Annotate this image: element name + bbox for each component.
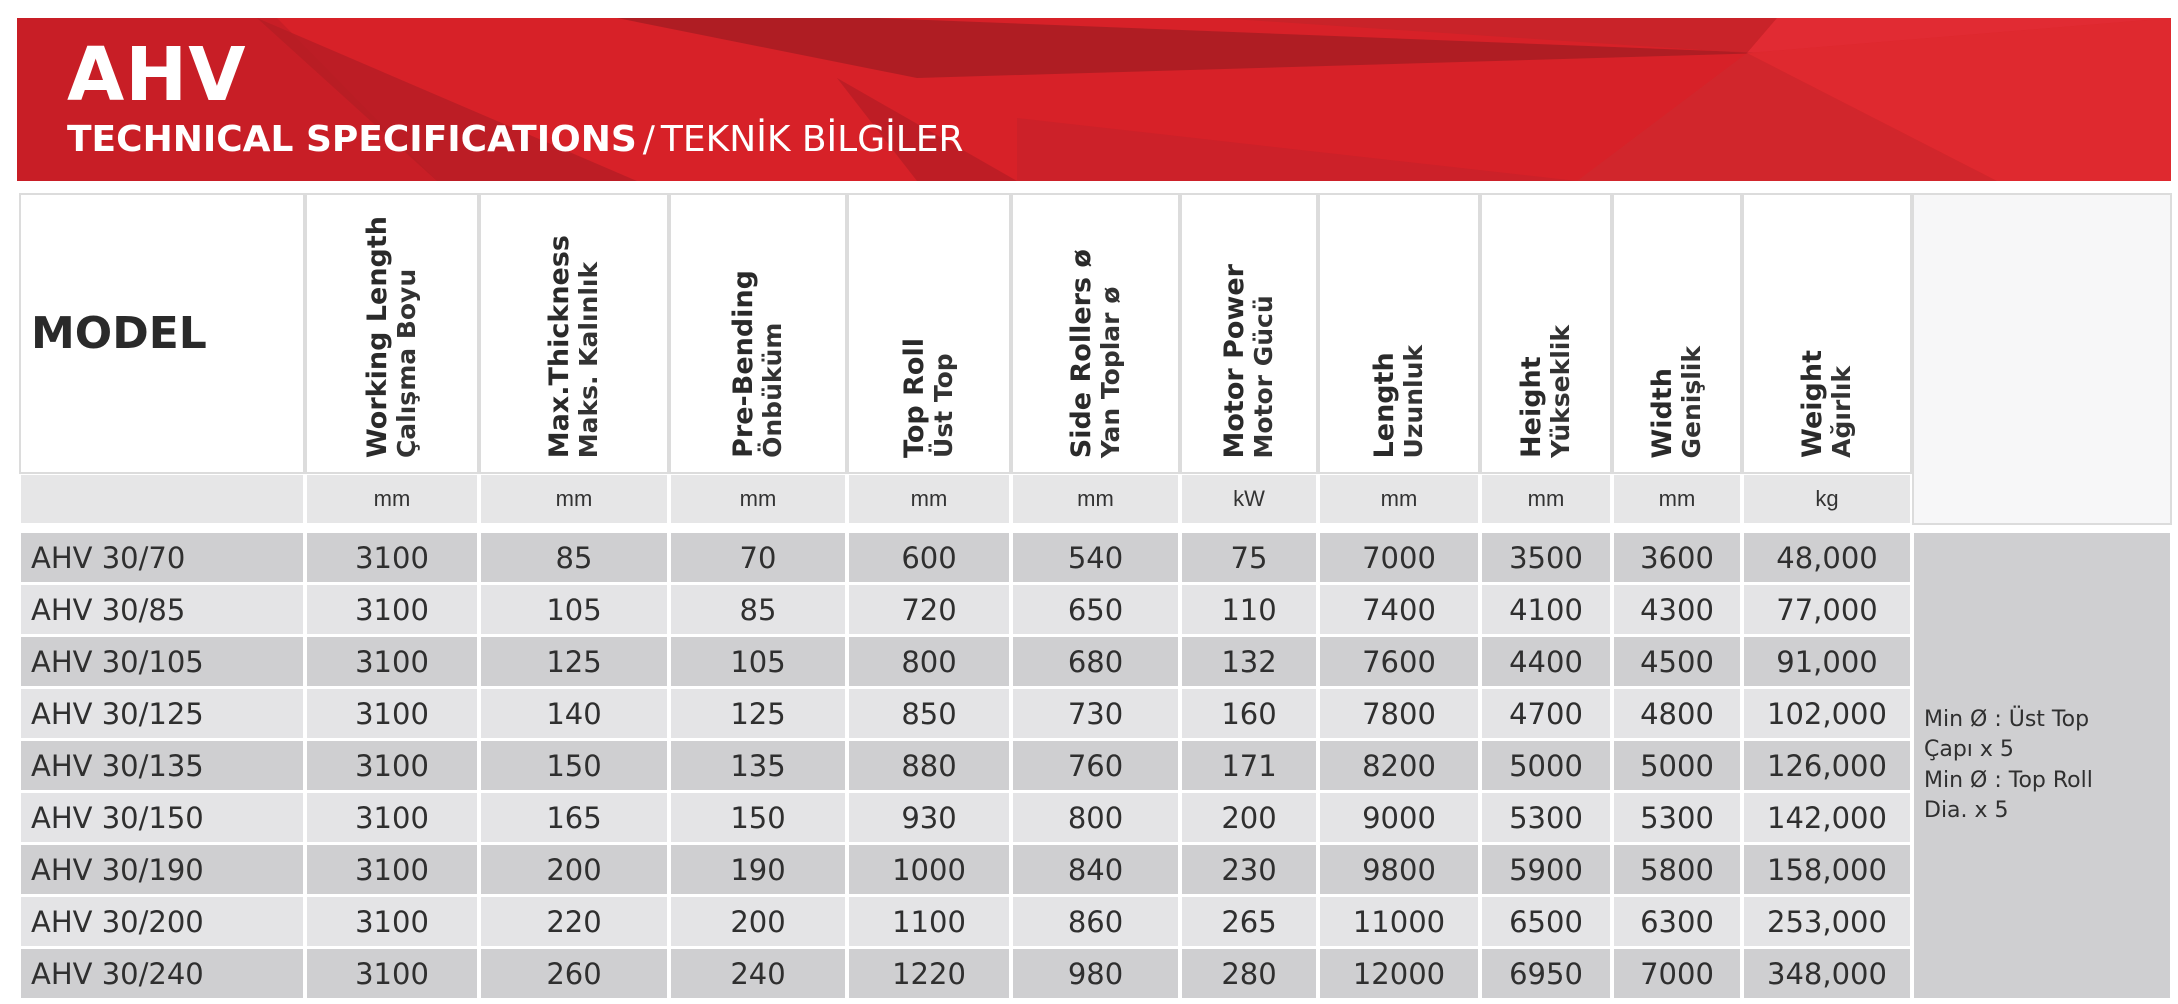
value-cell: 7000 — [1320, 533, 1478, 582]
value-cell: 200 — [1182, 793, 1316, 842]
value-cell: 253,000 — [1744, 897, 1910, 946]
value-cell: 6950 — [1482, 949, 1610, 998]
value-cell: 7400 — [1320, 585, 1478, 634]
value-cell: 7000 — [1614, 949, 1740, 998]
value-cell: 5000 — [1614, 741, 1740, 790]
value-cell: 3100 — [307, 533, 477, 582]
value-cell: 165 — [481, 793, 667, 842]
value-cell: 4500 — [1614, 637, 1740, 686]
model-cell: AHV 30/190 — [21, 845, 303, 894]
value-cell: 860 — [1013, 897, 1178, 946]
value-cell: 3100 — [307, 585, 477, 634]
value-cell: 3100 — [307, 793, 477, 842]
units-row — [21, 475, 2170, 523]
value-cell: 348,000 — [1744, 949, 1910, 998]
subtitle-turkish: TEKNİK BİLGİLER — [660, 119, 964, 160]
note-line: Çapı x 5 — [1924, 737, 2014, 763]
header-en: Working Length — [362, 215, 394, 458]
header-en: Top Roll — [899, 338, 931, 458]
value-cell: 70 — [671, 533, 845, 582]
value-cell: 3100 — [307, 949, 477, 998]
unit-cell: mm — [1013, 475, 1178, 523]
value-cell: 280 — [1182, 949, 1316, 998]
value-cell: 85 — [671, 585, 845, 634]
value-cell: 125 — [671, 689, 845, 738]
header-en: Weight — [1797, 350, 1829, 458]
value-cell: 980 — [1013, 949, 1178, 998]
value-cell: 3100 — [307, 845, 477, 894]
header-spacer — [21, 526, 2170, 530]
subtitle-separator: / — [642, 119, 655, 160]
value-cell: 800 — [849, 637, 1009, 686]
model-cell: AHV 30/200 — [21, 897, 303, 946]
unit-cell: mm — [849, 475, 1009, 523]
model-cell: AHV 30/70 — [21, 533, 303, 582]
value-cell: 5300 — [1482, 793, 1610, 842]
value-cell: 540 — [1013, 533, 1178, 582]
value-cell: 760 — [1013, 741, 1178, 790]
value-cell: 720 — [849, 585, 1009, 634]
header-tr: Motor Gücü — [1249, 294, 1279, 458]
unit-cell: mm — [671, 475, 845, 523]
value-cell: 171 — [1182, 741, 1316, 790]
value-cell: 930 — [849, 793, 1009, 842]
note-column-header — [1914, 195, 2170, 523]
value-cell: 3100 — [307, 637, 477, 686]
value-cell: 85 — [481, 533, 667, 582]
value-cell: 4800 — [1614, 689, 1740, 738]
value-cell: 158,000 — [1744, 845, 1910, 894]
value-cell: 230 — [1182, 845, 1316, 894]
product-title: AHV — [67, 32, 247, 118]
column-header-max-thickness — [481, 195, 667, 472]
value-cell: 6300 — [1614, 897, 1740, 946]
column-header-top-roll — [849, 195, 1009, 472]
value-cell: 1000 — [849, 845, 1009, 894]
header-banner — [17, 18, 2171, 181]
table-row — [21, 897, 2170, 946]
page-subtitle — [67, 119, 964, 160]
specifications-table — [17, 192, 2174, 1001]
value-cell: 800 — [1013, 793, 1178, 842]
value-cell: 6500 — [1482, 897, 1610, 946]
value-cell: 5300 — [1614, 793, 1740, 842]
column-header-side-rollers — [1013, 195, 1178, 472]
value-cell: 5000 — [1482, 741, 1610, 790]
value-cell: 4100 — [1482, 585, 1610, 634]
table-row — [21, 533, 2170, 582]
value-cell: 125 — [481, 637, 667, 686]
value-cell: 9000 — [1320, 793, 1478, 842]
header-tr: Üst Top — [929, 353, 959, 458]
header-tr: Uzunluk — [1399, 344, 1429, 458]
column-header-length — [1320, 195, 1478, 472]
value-cell: 8200 — [1320, 741, 1478, 790]
value-cell: 11000 — [1320, 897, 1478, 946]
table-header-row — [21, 195, 2170, 472]
header-tr: Maks. Kalınlık — [574, 261, 604, 458]
value-cell: 3600 — [1614, 533, 1740, 582]
header-tr: Ağırlık — [1827, 366, 1857, 458]
value-cell: 142,000 — [1744, 793, 1910, 842]
model-cell: AHV 30/105 — [21, 637, 303, 686]
value-cell: 75 — [1182, 533, 1316, 582]
unit-cell: mm — [1614, 475, 1740, 523]
header-en: Pre-Bending — [728, 270, 760, 458]
value-cell: 91,000 — [1744, 637, 1910, 686]
value-cell: 680 — [1013, 637, 1178, 686]
table-row — [21, 689, 2170, 738]
value-cell: 840 — [1013, 845, 1178, 894]
value-cell: 600 — [849, 533, 1009, 582]
value-cell: 4400 — [1482, 637, 1610, 686]
unit-cell-model — [21, 475, 303, 523]
value-cell: 4700 — [1482, 689, 1610, 738]
value-cell: 126,000 — [1744, 741, 1910, 790]
model-cell: AHV 30/125 — [21, 689, 303, 738]
model-column-header: MODEL — [21, 195, 303, 472]
header-en: Length — [1369, 351, 1401, 458]
header-tr: Genişlik — [1677, 345, 1707, 458]
value-cell: 9800 — [1320, 845, 1478, 894]
value-cell: 77,000 — [1744, 585, 1910, 634]
unit-cell: kg — [1744, 475, 1910, 523]
column-header-pre-bending — [671, 195, 845, 472]
value-cell: 160 — [1182, 689, 1316, 738]
column-header-height — [1482, 195, 1610, 472]
value-cell: 190 — [671, 845, 845, 894]
header-tr: Çalışma Boyu — [392, 268, 422, 458]
table-row — [21, 845, 2170, 894]
value-cell: 5800 — [1614, 845, 1740, 894]
subtitle-english: TECHNICAL SPECIFICATIONS — [67, 119, 637, 160]
table-row — [21, 637, 2170, 686]
value-cell: 3100 — [307, 741, 477, 790]
value-cell: 1220 — [849, 949, 1009, 998]
header-tr: Yan Toplar ø — [1095, 286, 1125, 458]
note-line: Dia. x 5 — [1924, 797, 2009, 823]
value-cell: 850 — [849, 689, 1009, 738]
value-cell: 3500 — [1482, 533, 1610, 582]
value-cell: 650 — [1013, 585, 1178, 634]
note-line: Min Ø : Top Roll — [1924, 767, 2093, 793]
value-cell: 150 — [671, 793, 845, 842]
header-en: Height — [1516, 356, 1548, 458]
table-row — [21, 793, 2170, 842]
model-cell: AHV 30/240 — [21, 949, 303, 998]
value-cell: 200 — [481, 845, 667, 894]
value-cell: 102,000 — [1744, 689, 1910, 738]
unit-cell: mm — [307, 475, 477, 523]
value-cell: 105 — [481, 585, 667, 634]
model-cell: AHV 30/85 — [21, 585, 303, 634]
value-cell: 1100 — [849, 897, 1009, 946]
header-en: Width — [1647, 367, 1679, 458]
value-cell: 240 — [671, 949, 845, 998]
column-header-weight — [1744, 195, 1910, 472]
value-cell: 48,000 — [1744, 533, 1910, 582]
value-cell: 7800 — [1320, 689, 1478, 738]
value-cell: 260 — [481, 949, 667, 998]
header-en: Max.Thickness — [544, 234, 576, 458]
note-line: Min Ø : Üst Top — [1924, 706, 2090, 732]
value-cell: 140 — [481, 689, 667, 738]
value-cell: 150 — [481, 741, 667, 790]
header-en: Side Rollers ø — [1065, 248, 1097, 458]
header-tr: Yükseklik — [1546, 325, 1576, 458]
value-cell: 730 — [1013, 689, 1178, 738]
value-cell: 880 — [849, 741, 1009, 790]
value-cell: 265 — [1182, 897, 1316, 946]
minimum-diameter-note — [1914, 533, 2170, 998]
unit-cell: mm — [481, 475, 667, 523]
value-cell: 132 — [1182, 637, 1316, 686]
value-cell: 4300 — [1614, 585, 1740, 634]
header-en: Motor Power — [1219, 263, 1251, 458]
table-row — [21, 585, 2170, 634]
value-cell: 220 — [481, 897, 667, 946]
unit-cell: mm — [1320, 475, 1478, 523]
value-cell: 7600 — [1320, 637, 1478, 686]
value-cell: 110 — [1182, 585, 1316, 634]
table-row — [21, 741, 2170, 790]
table-row — [21, 949, 2170, 998]
header-tr: Önbüküm — [758, 322, 788, 458]
column-header-motor-power — [1182, 195, 1316, 472]
unit-cell: mm — [1482, 475, 1610, 523]
unit-cell: kW — [1182, 475, 1316, 523]
column-header-working-length — [307, 195, 477, 472]
value-cell: 5900 — [1482, 845, 1610, 894]
value-cell: 3100 — [307, 689, 477, 738]
column-header-width — [1614, 195, 1740, 472]
value-cell: 135 — [671, 741, 845, 790]
value-cell: 200 — [671, 897, 845, 946]
value-cell: 105 — [671, 637, 845, 686]
model-cell: AHV 30/135 — [21, 741, 303, 790]
value-cell: 3100 — [307, 897, 477, 946]
model-cell: AHV 30/150 — [21, 793, 303, 842]
value-cell: 12000 — [1320, 949, 1478, 998]
